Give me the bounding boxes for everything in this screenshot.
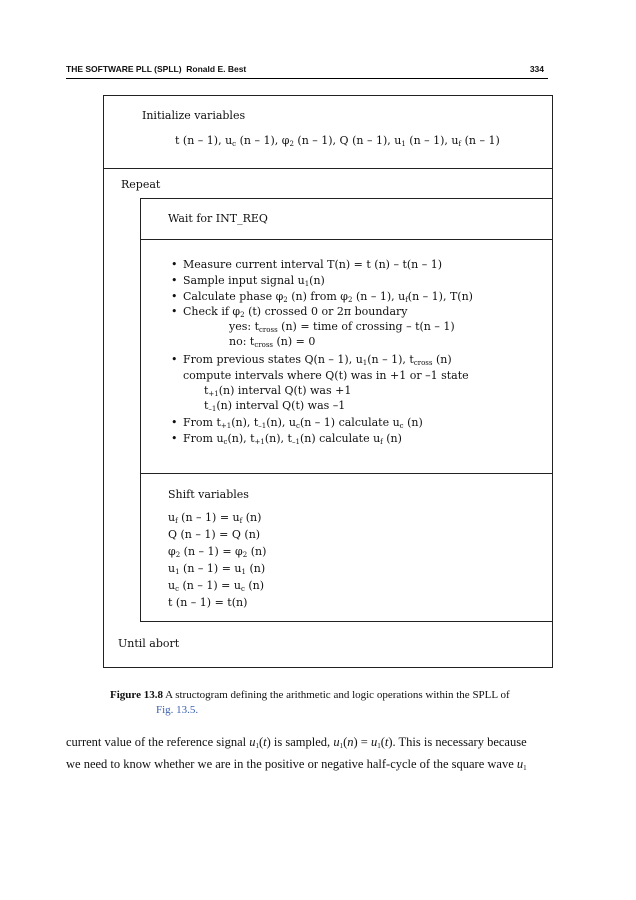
shift-line: Q (n – 1) = Q (n) xyxy=(168,528,261,541)
header-rule xyxy=(66,78,548,79)
op-sample: Sample input signal $u_1(n)$ xyxy=(183,274,325,288)
init-title: Initialize variables xyxy=(142,109,246,122)
shift-line: $u_f$ $(n - 1) = u_f$ (n) xyxy=(168,511,262,525)
wait-divider xyxy=(140,239,553,240)
until-label: Until abort xyxy=(118,637,180,650)
op-calc-phase: Calculate phase $\varphi_2$ (n) from $\varphi_2$ (n – 1), $u_f(n - 1)$, T(n) xyxy=(183,290,473,304)
init-vars: t (n – 1), $u_c$ (n – 1), $\varphi_2$ (n – 1), Q (n – 1), $u_1$ (n – 1), $u_f$ (n – 1) xyxy=(175,134,500,148)
ops-divider xyxy=(140,473,553,474)
bullet-dot: • xyxy=(171,416,178,429)
init-divider xyxy=(103,168,553,169)
running-header xyxy=(66,64,544,78)
bullet-dot: • xyxy=(171,258,178,271)
running-title: THE SOFTWARE PLL (SPLL) xyxy=(66,64,182,74)
caption-text: A structogram defining the arithmetic and logic operations within the SPLL of xyxy=(165,689,510,701)
op-calc-uc: From $t_{+1}(n)$, $t_{-1}(n)$, $u_c(n - 1)$ calculate $u_c$ (n) xyxy=(183,416,423,430)
bullet-dot: • xyxy=(171,305,178,318)
author-name: Ronald E. Best xyxy=(186,64,247,74)
op-interval-plus: $t_{+1}(n)$ interval Q(t) was +1 xyxy=(204,384,352,398)
op-prev-states: From previous states Q(n – 1), $u_1(n - 1)$, $t_{cross}$ (n) xyxy=(183,353,452,367)
op-compute-intervals: compute intervals where Q(t) was in +1 or –1 state xyxy=(183,369,469,382)
shift-line: $u_1$ $(n - 1) = u_1$ (n) xyxy=(168,562,266,576)
shift-line: $\varphi_2$ $(n - 1) = \varphi_2$ (n) xyxy=(168,545,267,559)
page-number: 334 xyxy=(529,64,544,74)
bullet-dot: • xyxy=(171,274,178,287)
op-measure: Measure current interval T(n) = t (n) – t(n – 1) xyxy=(183,258,443,271)
op-check-no: no: $t_{cross}$ (n) = 0 xyxy=(229,335,316,349)
repeat-label: Repeat xyxy=(121,178,161,191)
figure-reference-link[interactable]: Fig. 13.5. xyxy=(156,704,199,716)
figure-caption xyxy=(110,688,560,718)
op-check-yes: yes: $t_{cross}$ (n) = time of crossing – t(n – 1) xyxy=(229,320,455,334)
op-calc-uf: From $u_c(n)$, $t_{+1}(n)$, $t_{-1}(n)$ calculate $u_f$ (n) xyxy=(183,432,402,446)
wait-label: Wait for INT_REQ xyxy=(168,212,268,225)
shift-line: $u_c$ $(n - 1) = u_c$ (n) xyxy=(168,579,265,593)
bullet-dot: • xyxy=(171,290,178,303)
shift-title: Shift variables xyxy=(168,488,249,501)
op-interval-minus: $t_{-1}(n)$ interval Q(t) was –1 xyxy=(204,399,346,413)
shift-line: t (n – 1) = t(n) xyxy=(168,596,248,609)
bullet-dot: • xyxy=(171,353,178,366)
body-line: we need to know whether we are in the positive or negative half-cycle of the square wave $u_1$ xyxy=(66,757,527,772)
body-line: current value of the reference signal $u_1(t)$ is sampled, $u_1(n) = u_1(t)$. This is necessary because xyxy=(66,735,527,750)
bullet-dot: • xyxy=(171,432,178,445)
caption-label: Figure 13.8 xyxy=(110,689,163,701)
op-check-boundary: Check if $\varphi_2$ (t) crossed 0 or 2π boundary xyxy=(183,305,408,319)
